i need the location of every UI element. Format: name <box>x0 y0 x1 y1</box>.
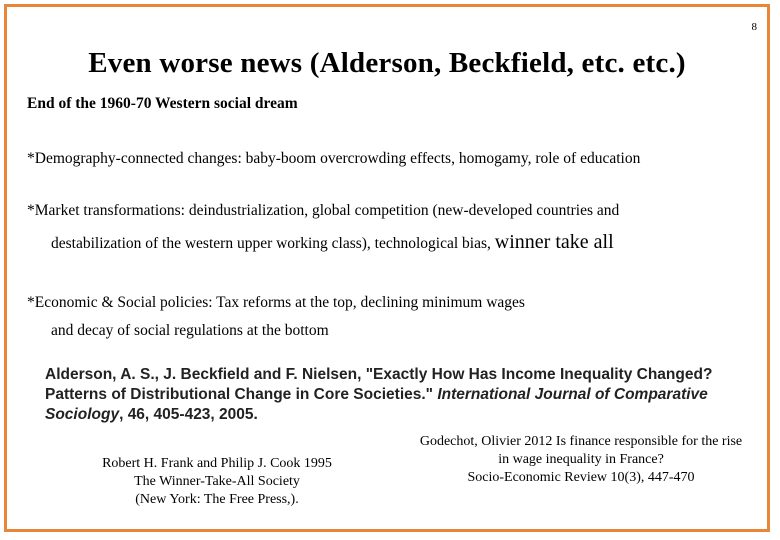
reference-line: Godechot, Olivier 2012 Is finance responsible for the rise <box>419 434 743 449</box>
emphasis-winner-take-all: winner take all <box>494 231 614 254</box>
bullet-line: *Economic & Social policies: Tax reforms at the top, declining minimum wages <box>27 294 525 311</box>
reference-godechot <box>391 433 771 488</box>
reference-frank-cook <box>57 455 377 510</box>
reference-line: in wage inequality in France? <box>498 452 664 468</box>
bullet-demography <box>27 147 640 171</box>
citation-authors-title: Alderson, A. S., J. Beckfield and F. Nielsen, "Exactly How Has Income Inequality Changed? Patterns of Distributional Change in Core Societies." <box>45 366 713 404</box>
citation-journal: International Journal of Comparative Sociology <box>45 386 708 424</box>
reference-line: Socio-Economic Review 10(3), 447-470 <box>467 470 695 486</box>
citation-details: , 46, 405-423, 2005. <box>119 406 258 424</box>
reference-line: Robert H. Frank and Philip J. Cook 1995 <box>102 456 332 471</box>
bullet-market <box>27 199 619 258</box>
slide <box>4 4 770 532</box>
slide-title: Even worse news (Alderson, Beckfield, etc. etc.) <box>88 47 686 79</box>
bullet-line: and decay of social regulations at the bottom <box>51 322 329 340</box>
page-number: 8 <box>751 21 757 33</box>
bullet-continuation <box>27 227 619 258</box>
reference-line: (New York: The Free Press,). <box>135 492 299 508</box>
bullet-policies <box>27 291 525 343</box>
reference-line: The Winner-Take-All Society <box>134 474 300 490</box>
citation-alderson <box>45 365 745 425</box>
bullet-line: *Market transformations: deindustrialization, global competition (new-developed countries and <box>27 202 620 219</box>
bullet-line: *Demography-connected changes: baby-boom overcrowding effects, homogamy, role of education <box>27 150 641 167</box>
bullet-line: destabilization of the western upper working class), technological bias, <box>51 235 491 253</box>
slide-subtitle: End of the 1960-70 Western social dream <box>27 95 298 112</box>
